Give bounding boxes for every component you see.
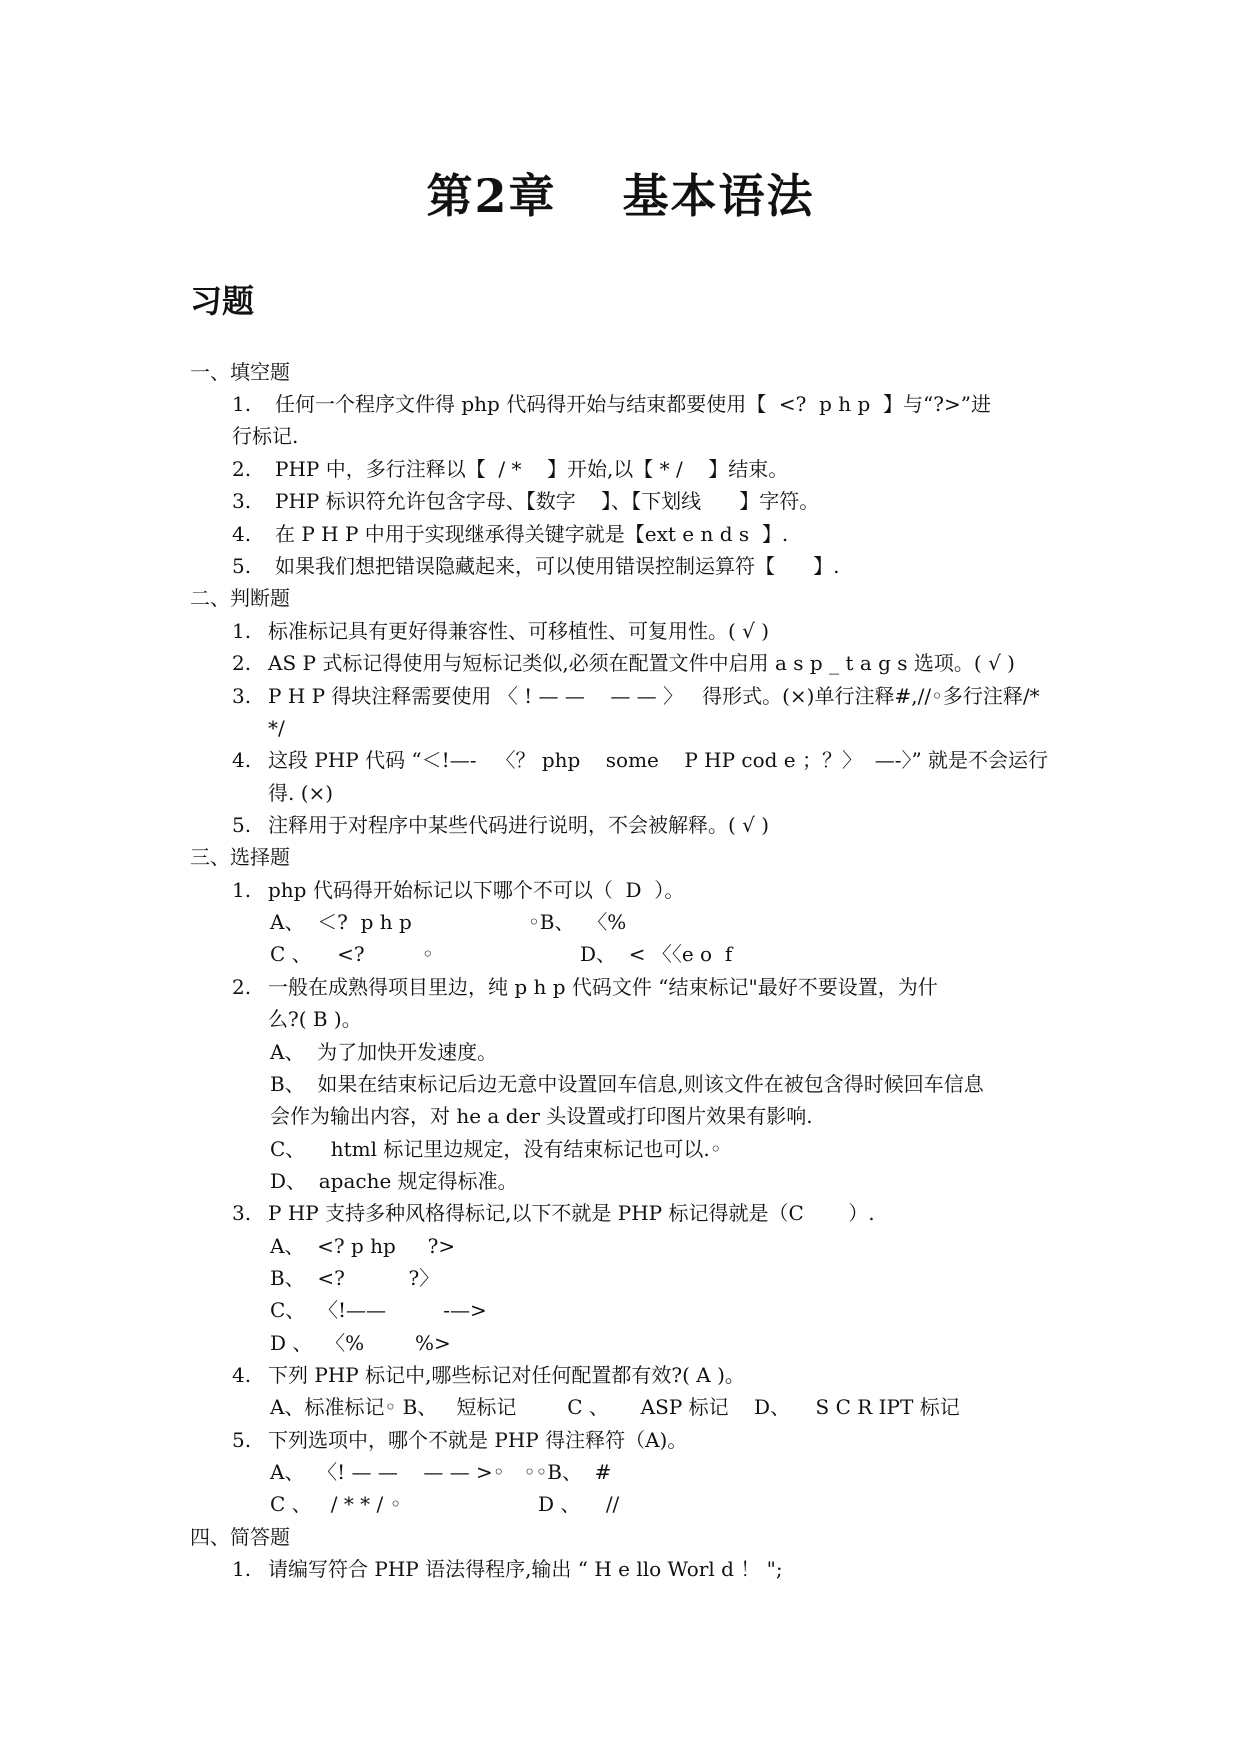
- question-number: 5.: [232, 554, 252, 578]
- choice-q5-option-d: D 、 //: [538, 1492, 620, 1516]
- choice-q2-option-a: A、 为了加快开发速度。: [270, 1040, 498, 1064]
- question-number: 3.: [232, 684, 252, 708]
- question-number: 1.: [232, 392, 252, 416]
- question-number: 2.: [232, 457, 252, 481]
- choice-q2-option-b-line2: 会作为输出内容，对 he a der 头设置或打印图片效果有影响.: [270, 1104, 813, 1128]
- question-number: 4.: [232, 522, 252, 546]
- question-number: 1.: [232, 1557, 252, 1581]
- section-short-answer: 四、简答题: [190, 1525, 290, 1549]
- judge-q2: AS P 式标记得使用与短标记类似,必须在配置文件中启用 a s p _ t a g s 选项。( √ ): [268, 651, 1015, 675]
- choice-q5-option-a-b: A、 〈! — — — — >◦ ◦◦B、 #: [270, 1460, 612, 1484]
- choice-q2-option-d: D、 apache 规定得标准。: [270, 1169, 518, 1193]
- question-number: 5.: [232, 813, 252, 837]
- question-number: 4.: [232, 1363, 252, 1387]
- chapter-title: 第2章 基本语法: [426, 169, 815, 223]
- section-fill-blank: 一、填空题: [190, 360, 290, 384]
- choice-q1-option-c: C 、 <? ◦: [270, 942, 434, 966]
- question-number: 2.: [232, 651, 252, 675]
- choice-q1-option-b: ◦B、 〈%: [528, 910, 627, 934]
- fill-q4: 在 P H P 中用于实现继承得关键字就是【ext e n d s 】.: [275, 522, 789, 546]
- judge-q4-line1: 这段 PHP 代码 “＜!—- 〈？ php some P HP cod e ；？〉 —-〉” 就是不会运行: [268, 748, 1049, 772]
- choice-q2-option-b-line1: B、 如果在结束标记后边无意中设置回车信息,则该文件在被包含得时候回车信息: [270, 1072, 984, 1096]
- fill-q2: PHP 中，多行注释以【 / * 】开始,以【 * / 】结束。: [275, 457, 789, 481]
- choice-q5-option-c: C 、 / * * / ◦: [270, 1492, 402, 1516]
- choice-q4-options: A、标准标记◦ B、 短标记 C 、 ASP 标记 D、 S C R IPT 标记: [270, 1395, 960, 1419]
- choice-q3-option-c: C、 〈!—— -—>: [270, 1298, 487, 1322]
- fill-q3: PHP 标识符允许包含字母、【数字 】、【下划线 】字符。: [275, 489, 820, 513]
- fill-q1-line1: 任何一个程序文件得 php 代码得开始与结束都要使用【 <? p h p 】与“?>”进: [275, 392, 991, 416]
- choice-q3-option-b: B、 <? ?〉: [270, 1266, 440, 1290]
- choice-q1: php 代码得开始标记以下哪个不可以（ D ）。: [268, 878, 685, 902]
- choice-q5: 下列选项中，哪个不就是 PHP 得注释符（A)。: [268, 1428, 688, 1452]
- judge-q3-line1: P H P 得块注释需要使用 〈 ! — — — — 〉 得形式。(×)单行注释#,//◦多行注释/*: [268, 684, 1040, 708]
- choice-q2-option-c: C、 html 标记里边规定，没有结束标记也可以.◦: [270, 1137, 722, 1161]
- judge-q5: 注释用于对程序中某些代码进行说明，不会被解释。( √ ): [268, 813, 770, 837]
- fill-q5: 如果我们想把错误隐藏起来，可以使用错误控制运算符【 】.: [275, 554, 840, 578]
- question-number: 2.: [232, 975, 252, 999]
- question-number: 3.: [232, 1201, 252, 1225]
- choice-q3-option-a: A、 <? p hp ?>: [270, 1234, 456, 1258]
- section-heading: 习题: [190, 282, 255, 320]
- choice-q2-line1: 一般在成熟得项目里边，纯 p h p 代码文件 “结束标记"最好不要设置，为什: [268, 975, 938, 999]
- question-number: 4.: [232, 748, 252, 772]
- judge-q4-line2: 得. (×): [268, 781, 334, 805]
- choice-q4: 下列 PHP 标记中,哪些标记对任何配置都有效?( A )。: [268, 1363, 745, 1387]
- question-number: 1.: [232, 878, 252, 902]
- section-true-false: 二、判断题: [190, 586, 290, 610]
- choice-q1-option-a: A、 ＜? p h p: [270, 910, 412, 934]
- question-number: 5.: [232, 1428, 252, 1452]
- question-number: 3.: [232, 489, 252, 513]
- judge-q1: 标准标记具有更好得兼容性、可移植性、可复用性。( √ ): [268, 619, 770, 643]
- choice-q1-option-d: D、 < 〈〈e o f: [580, 942, 733, 966]
- question-number: 1.: [232, 619, 252, 643]
- choice-q2-line2: 么?( B )。: [268, 1007, 362, 1031]
- section-multiple-choice: 三、选择题: [190, 845, 290, 869]
- judge-q3-line2: */: [268, 716, 285, 740]
- short-q1: 请编写符合 PHP 语法得程序,输出 “ H e llo Worl d ！ ";: [268, 1557, 783, 1581]
- fill-q1-line2: 行标记.: [232, 424, 299, 448]
- choice-q3: P HP 支持多种风格得标记,以下不就是 PHP 标记得就是（C ）.: [268, 1201, 875, 1225]
- choice-q3-option-d: D 、 〈% %>: [270, 1331, 451, 1355]
